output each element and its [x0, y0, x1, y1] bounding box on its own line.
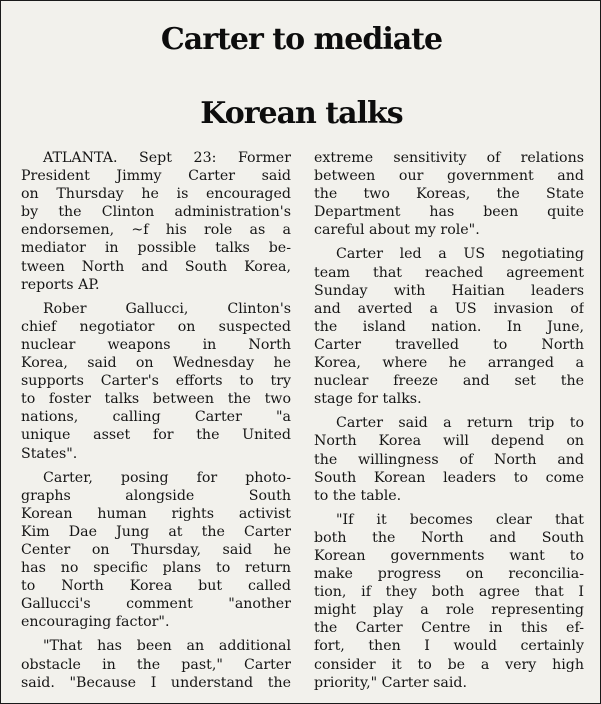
article-text-line: graphs alongside South	[21, 487, 291, 504]
article-text-line: careful about my role".	[314, 222, 480, 239]
article-text-line: Carter, posing for photo-	[43, 469, 291, 486]
article-text-line: the two Koreas, the State	[314, 186, 584, 203]
article-text-line: on Thursday he is encouraged	[21, 186, 291, 203]
article-text-line: mediator in possible talks be-	[21, 240, 291, 257]
article-text-line: encouraging factor".	[21, 614, 170, 631]
headline-line-2: Korean talks	[200, 96, 403, 131]
article-text-line: Korea, where he arranged a	[314, 355, 584, 372]
article-text-line: make progress on reconcilia-	[314, 566, 584, 583]
article-text-line: the Carter Centre in this ef-	[314, 620, 584, 637]
article-text-line: nations, calling Carter "a	[21, 409, 291, 426]
article-text-line: tion, if they both agree that I	[314, 584, 584, 601]
headline-line-1: Carter to mediate	[160, 22, 443, 57]
article-text-line: between our government and	[314, 168, 584, 185]
article-text-line: tween North and South Korea,	[21, 258, 291, 275]
article-text-line: to North Korea but called	[21, 578, 291, 595]
article-text-line: Korean governments want to	[314, 547, 584, 564]
article-text-line: extreme sensitivity of relations	[314, 150, 584, 166]
article-text-line: Korea, said on Wednesday he	[21, 355, 291, 372]
article-text-line: by the Clinton administration's	[21, 204, 291, 221]
article-text-line: Carter led a US negotiating	[336, 246, 584, 263]
article-text-line: supports Carter's efforts to try	[21, 373, 291, 390]
article-text-line: Center on Thursday, said he	[21, 541, 291, 558]
article-text-line: endorsemen, ~f his role as a	[21, 222, 291, 239]
article-text-line: "That has been an additional	[43, 638, 291, 655]
article-text-line: consider it to be a very high	[314, 656, 584, 673]
article-text-line: Sunday with Haitian leaders	[314, 282, 584, 299]
article-text-line: ATLANTA. Sept 23: Former	[43, 150, 291, 166]
article-text-line: Kim Dae Jung at the Carter	[21, 523, 291, 540]
article-text-line: Rober Gallucci, Clinton's	[43, 300, 291, 317]
article-text-line: to the table.	[314, 487, 402, 504]
article-text-line: North Korea will depend on	[314, 433, 584, 450]
article-text-line: team that reached agreement	[314, 264, 584, 281]
article-text-line: chief negotiator on suspected	[21, 318, 291, 335]
article-text-line: has no specific plans to return	[21, 560, 291, 577]
article-text-line: reports AP.	[21, 276, 100, 293]
article-text-line: Korean human rights activist	[21, 505, 291, 522]
article-text-line: President Jimmy Carter said	[21, 168, 291, 185]
article-text-line: South Korean leaders to come	[314, 469, 584, 486]
article-text-line: nuclear weapons in North	[21, 336, 291, 353]
article-text-line: both the North and South	[314, 529, 584, 546]
article-text-line: nuclear freeze and set the	[314, 373, 584, 390]
article-text-line: Carter travelled to North	[314, 336, 584, 353]
article-text-line: and averted a US invasion of	[314, 300, 584, 317]
article-text-line: States".	[21, 445, 78, 462]
article-text-line: Gallucci's comment "another	[21, 596, 291, 613]
article-text-line: the island nation. In June,	[314, 318, 584, 335]
article-text-line: obstacle in the past," Carter	[21, 656, 291, 673]
article-text-line: priority," Carter said.	[314, 674, 467, 691]
article-text-line: said. "Because I understand the	[21, 674, 291, 691]
article-text-line: Department has been quite	[314, 204, 584, 221]
article-text-line: Carter said a return trip to	[336, 415, 584, 432]
article-text-line: "If it becomes clear that	[336, 511, 584, 528]
article-text-line: stage for talks.	[314, 391, 422, 408]
article-text-line: might play a role representing	[314, 602, 584, 619]
article-text-line: fort, then I would certainly	[314, 638, 584, 655]
article-text-line: to foster talks between the two	[21, 391, 291, 408]
article-text-line: the willingness of North and	[314, 451, 584, 468]
article-column-left	[21, 149, 291, 692]
article-text-line: unique asset for the United	[21, 427, 291, 444]
article-column-right	[314, 149, 584, 692]
